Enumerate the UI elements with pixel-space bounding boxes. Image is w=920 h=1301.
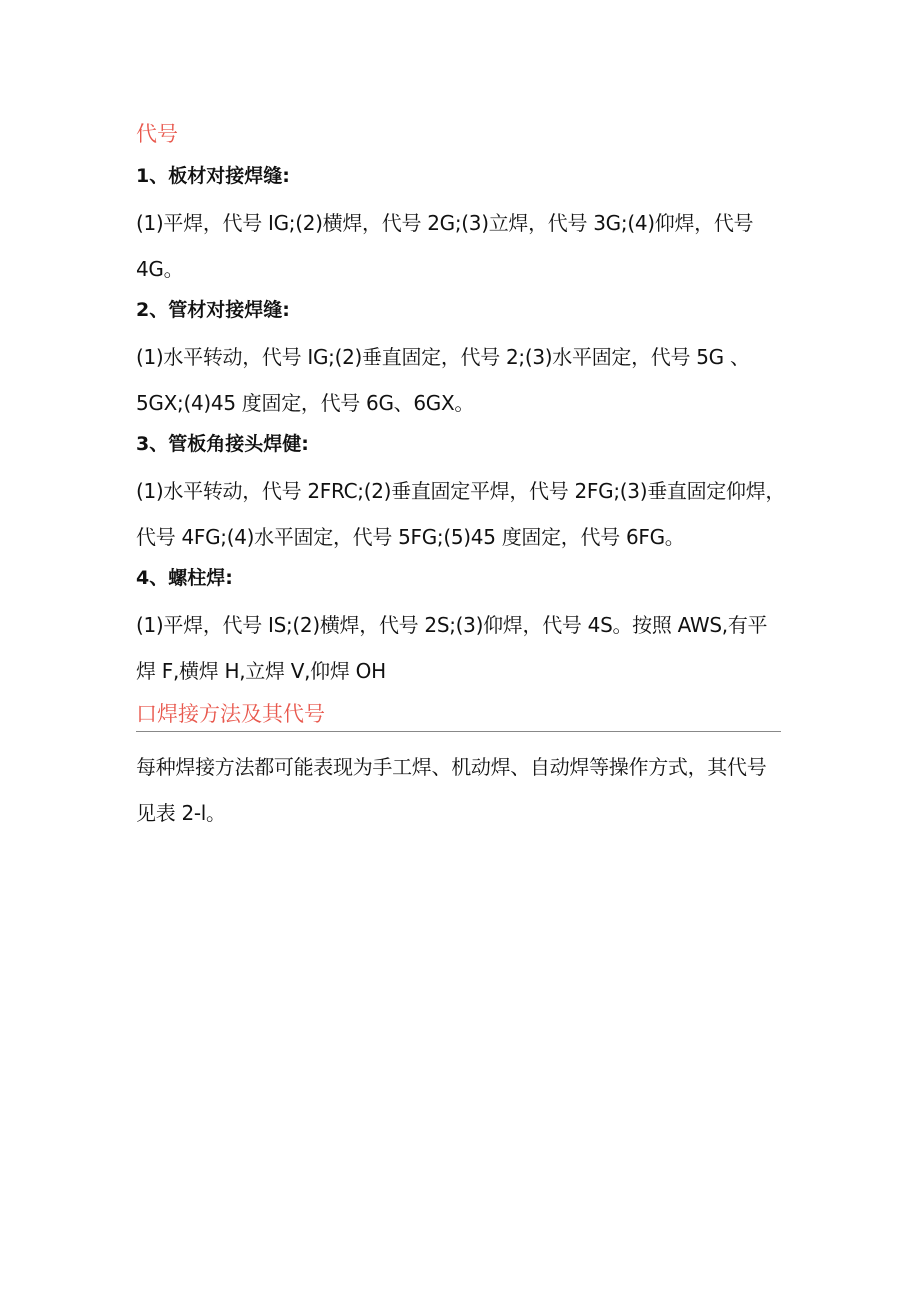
section-title: 4、螺柱焊: xyxy=(136,567,233,589)
section-stud-weld xyxy=(136,564,786,694)
heading-code: 代号 xyxy=(136,122,178,146)
section-body: (1)水平转动，代号 IG;(2)垂直固定，代号 2;(3)水平固定，代号 5G 、5GX;(4)45 度固定，代号 6G、6GX。 xyxy=(136,345,750,415)
method-body: 每种焊接方法都可能表现为手工焊、机动焊、自动焊等操作方式，其代号见表 2-l。 xyxy=(136,755,767,825)
document-content xyxy=(136,118,786,840)
section-title: 3、管板角接头焊健: xyxy=(136,433,309,455)
method-section xyxy=(136,698,786,836)
section-plate-butt xyxy=(136,162,786,292)
section-body: (1)平焊，代号 IG;(2)横焊，代号 2G;(3)立焊，代号 3G;(4)仰焊，代号 4G。 xyxy=(136,211,754,281)
section-body: (1)水平转动，代号 2FRC;(2)垂直固定平焊，代号 2FG;(3)垂直固定仰焊，代号 4FG;(4)水平固定，代号 5FG;(5)45 度固定，代号 6FG。 xyxy=(136,479,786,549)
section-title: 2、管材对接焊缝: xyxy=(136,299,290,321)
heading-divider xyxy=(136,731,781,732)
section-body: (1)平焊，代号 IS;(2)横焊，代号 2S;(3)仰焊，代号 4S。按照 AWS,有平焊 F,横焊 H,立焊 V,仰焊 OH xyxy=(136,613,768,683)
section-title: 1、板材对接焊缝: xyxy=(136,165,290,187)
method-heading: 口焊接方法及其代号 xyxy=(136,702,325,726)
section-pipe-plate-fillet xyxy=(136,430,786,560)
section-pipe-butt xyxy=(136,296,786,426)
